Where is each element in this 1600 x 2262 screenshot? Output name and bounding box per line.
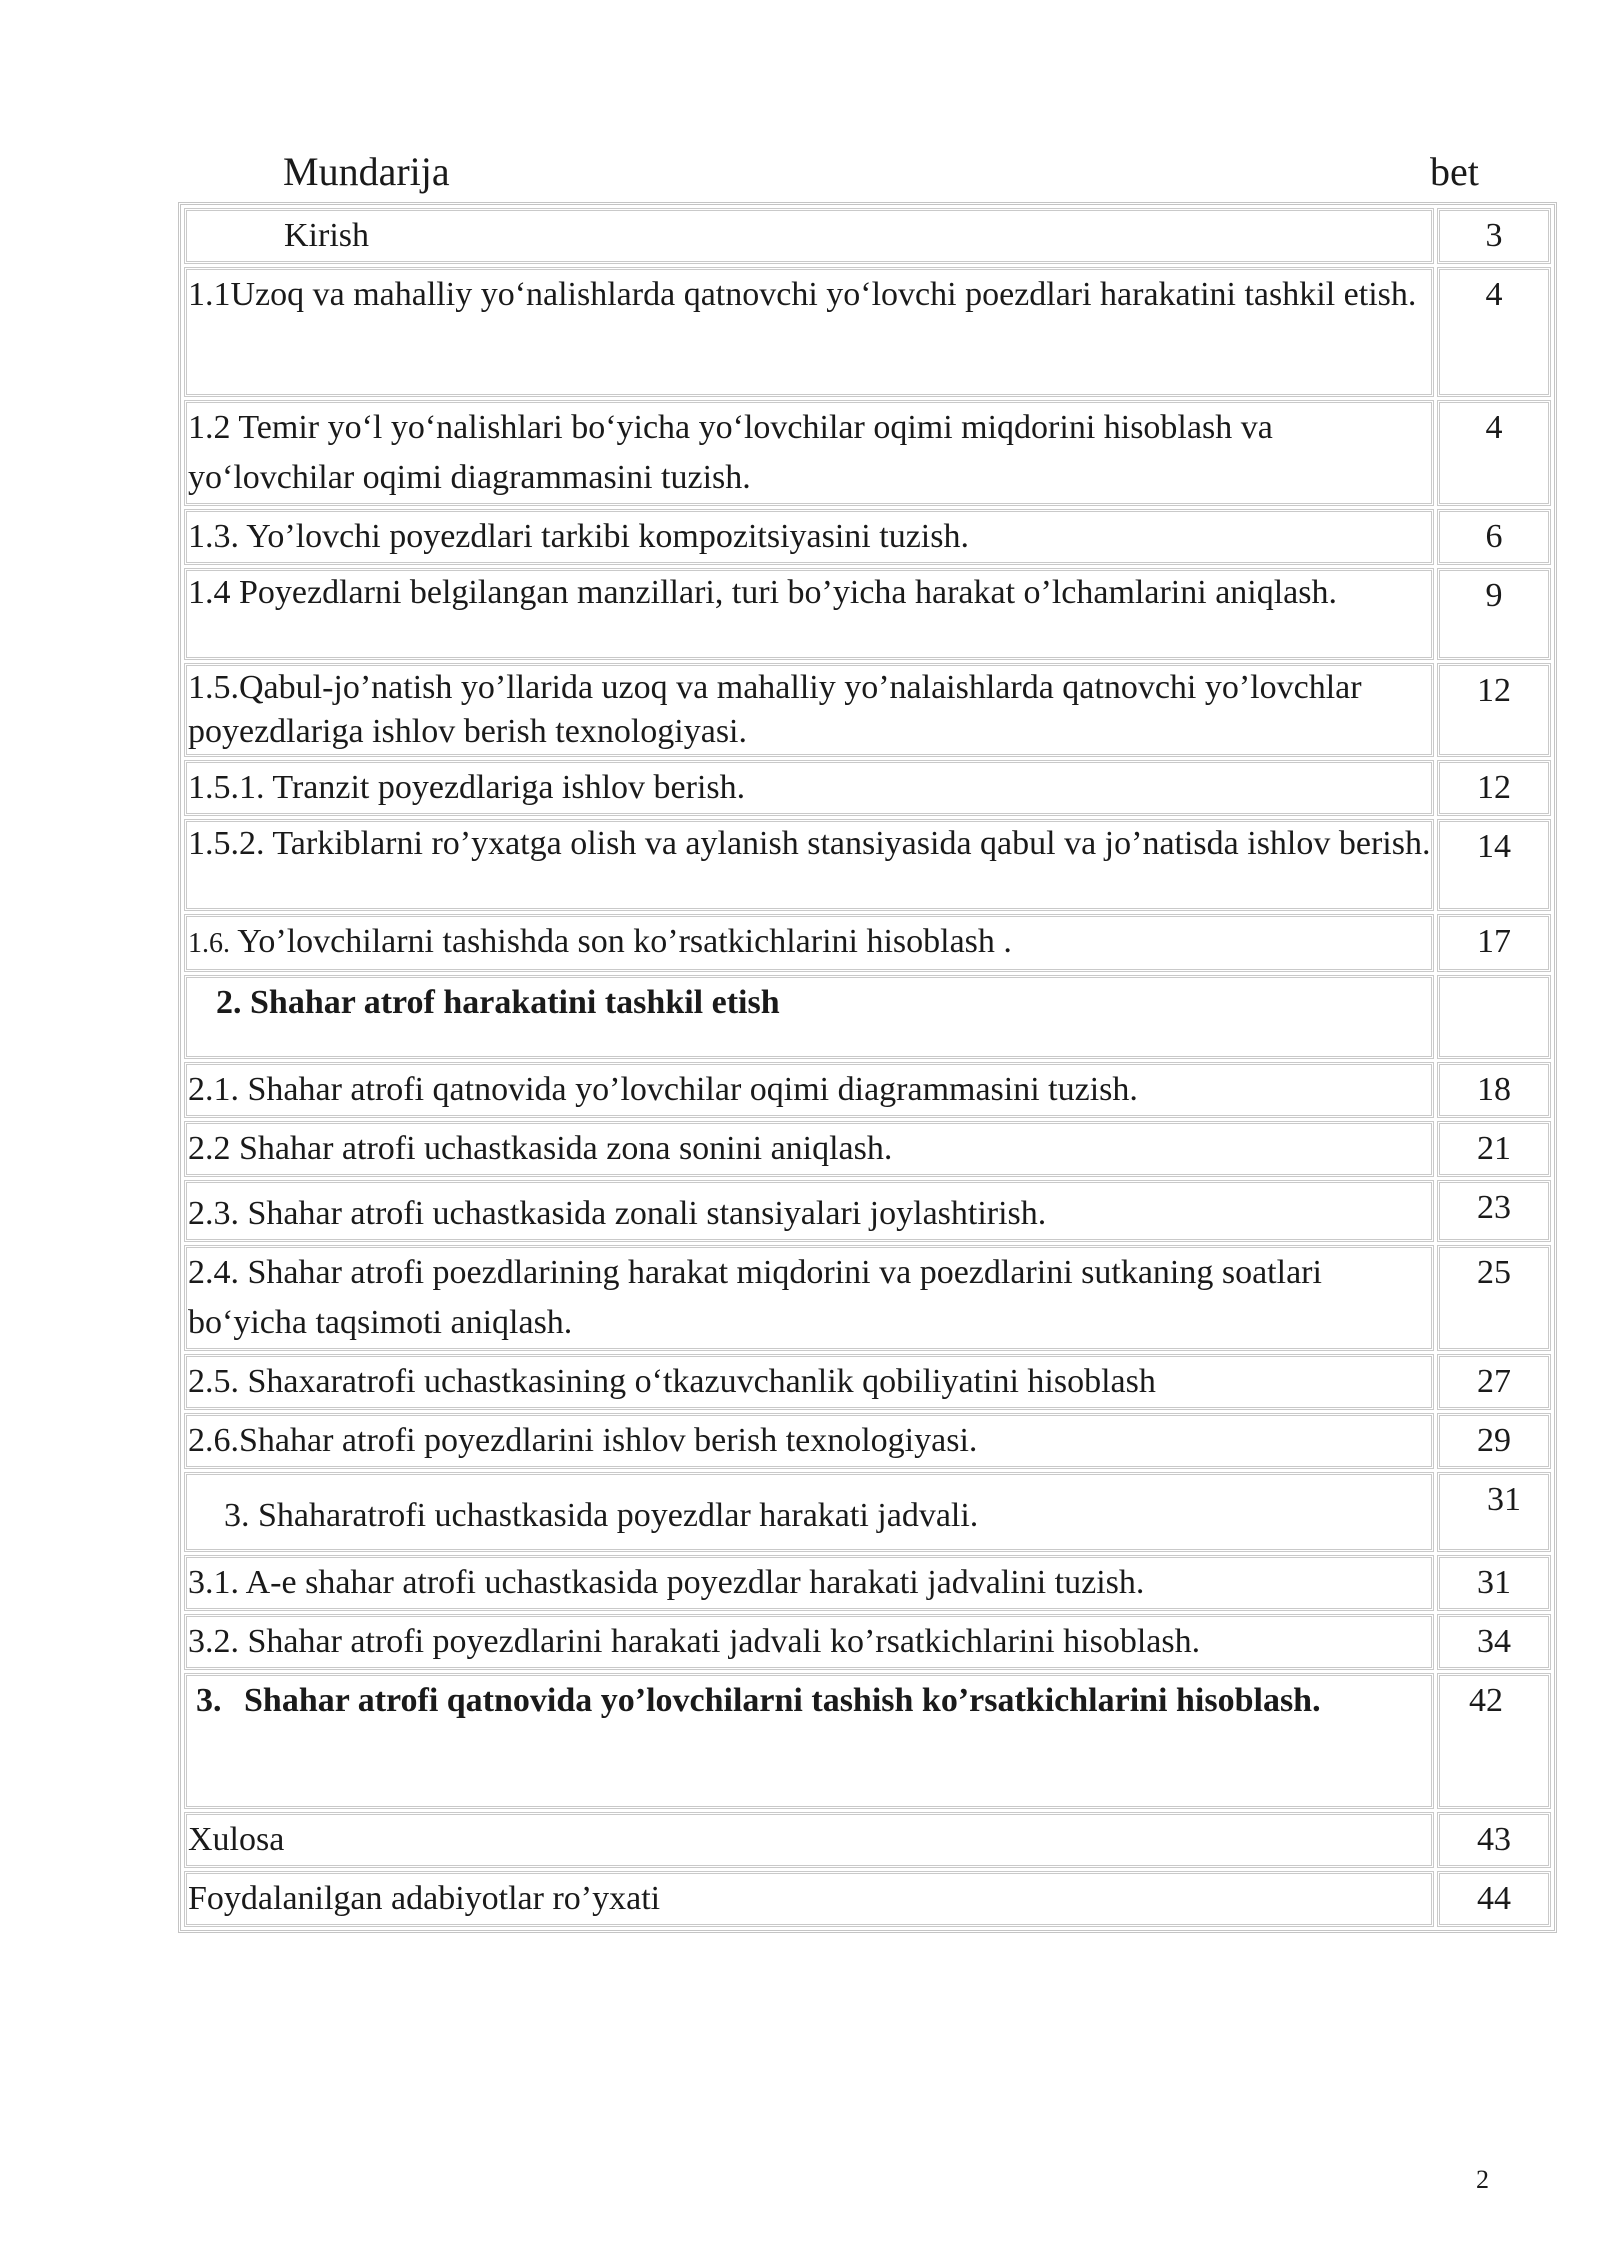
toc-row xyxy=(184,208,1551,264)
toc-row xyxy=(184,267,1551,397)
toc-entry-text: 1.4 Poyezdlarni belgilangan manzillari, turi bo’yicha harakat o’lchamlarini aniqlash. xyxy=(184,568,1434,660)
toc-row xyxy=(184,1354,1551,1410)
toc-entry-page: 23 xyxy=(1437,1180,1551,1242)
toc-entry-text: 1.3. Yo’lovchi poyezdlari tarkibi kompozitsiyasini tuzish. xyxy=(184,509,1434,565)
toc-row xyxy=(184,1245,1551,1351)
toc-row xyxy=(184,819,1551,911)
toc-entry-text: Yo’lovchilarni tashishda son ko’rsatkichlarini hisoblash . xyxy=(230,923,1012,960)
toc-entry-page: 3 xyxy=(1437,208,1551,264)
toc-row xyxy=(184,1062,1551,1118)
toc-entry-page: 31 xyxy=(1437,1472,1551,1552)
toc-entry-page: 17 xyxy=(1437,914,1551,972)
toc-row xyxy=(184,975,1551,1059)
toc-entry-text: 1.5.1. Tranzit poyezdlariga ishlov berish. xyxy=(184,760,1434,816)
toc-entry-page: 9 xyxy=(1437,568,1551,660)
toc-row xyxy=(184,1673,1551,1809)
toc-row xyxy=(184,1555,1551,1611)
toc-entry-page: 34 xyxy=(1437,1614,1551,1670)
toc-entry-page: 25 xyxy=(1437,1245,1551,1351)
toc-row xyxy=(184,1614,1551,1670)
toc-entry-text: 3.1. A-e shahar atrofi uchastkasida poyezdlar harakati jadvalini tuzish. xyxy=(184,1555,1434,1611)
toc-entry-page xyxy=(1437,975,1551,1059)
table-of-contents xyxy=(178,202,1557,1933)
toc-entry-text: Xulosa xyxy=(184,1812,1434,1868)
toc-entry-text: 2.3. Shahar atrofi uchastkasida zonali stansiyalari joylashtirish. xyxy=(184,1180,1434,1242)
toc-row xyxy=(184,760,1551,816)
toc-row xyxy=(184,1121,1551,1177)
toc-entry-text: 1.5.2. Tarkiblarni ro’yxatga olish va aylanish stansiyasida qabul va jo’natisda ishlov berish. xyxy=(184,819,1434,911)
toc-entry-page: 12 xyxy=(1437,760,1551,816)
toc-entry-text: 1.2 Temir yo‘l yo‘nalishlari bo‘yicha yo‘lovchilar oqimi miqdorini hisoblash va yo‘lovchilar oqimi diagrammasini tuzish. xyxy=(184,400,1434,506)
toc-row xyxy=(184,1871,1551,1927)
toc-entry-page: 43 xyxy=(1437,1812,1551,1868)
toc-row xyxy=(184,663,1551,757)
toc-entry-page: 14 xyxy=(1437,819,1551,911)
toc-entry-page: 42 xyxy=(1437,1673,1551,1809)
toc-row xyxy=(184,509,1551,565)
toc-entry-text: 2.2 Shahar atrofi uchastkasida zona sonini aniqlash. xyxy=(184,1121,1434,1177)
toc-heading: Mundarija xyxy=(283,149,450,194)
toc-entry-page: 27 xyxy=(1437,1354,1551,1410)
toc-entry-text: 2.6.Shahar atrofi poyezdlarini ishlov berish texnologiyasi. xyxy=(184,1413,1434,1469)
toc-entry-page: 31 xyxy=(1437,1555,1551,1611)
toc-entry-page: 6 xyxy=(1437,509,1551,565)
page-number: 2 xyxy=(1476,2165,1489,2194)
toc-entry-text: 2.1. Shahar atrofi qatnovida yo’lovchilar oqimi diagrammasini tuzish. xyxy=(184,1062,1434,1118)
toc-entry-number: 3. xyxy=(196,1682,222,1719)
toc-row xyxy=(184,400,1551,506)
page-column-heading: bet xyxy=(1430,149,1479,194)
toc-entry-text: 2.5. Shaxaratrofi uchastkasining o‘tkazuvchanlik qobiliyatini hisoblash xyxy=(184,1354,1434,1410)
toc-entry-text: 3. Shaharatrofi uchastkasida poyezdlar harakati jadvali. xyxy=(224,1497,979,1534)
toc-entry-number: 1.6. xyxy=(188,928,230,959)
toc-entry-text: 3.2. Shahar atrofi poyezdlarini harakati jadvali ko’rsatkichlarini hisoblash. xyxy=(184,1614,1434,1670)
toc-row xyxy=(184,1472,1551,1552)
toc-entry-text: 1.5.Qabul-jo’natish yo’llarida uzoq va mahalliy yo’nalaishlarda qatnovchi yo’lovchlar poyezdlariga ishlov berish texnologiyasi. xyxy=(184,663,1434,757)
toc-entry-page: 4 xyxy=(1437,400,1551,506)
toc-entry-text: 1.1Uzoq va mahalliy yo‘nalishlarda qatnovchi yo‘lovchi poezdlari harakatini tashkil etish. xyxy=(184,267,1434,397)
toc-entry-page: 4 xyxy=(1437,267,1551,397)
toc-row xyxy=(184,568,1551,660)
toc-entry-page: 29 xyxy=(1437,1413,1551,1469)
toc-entry-text: Foydalanilgan adabiyotlar ro’yxati xyxy=(184,1871,1434,1927)
toc-entry-text: Kirish xyxy=(284,217,369,254)
toc-entry-page: 44 xyxy=(1437,1871,1551,1927)
toc-row xyxy=(184,1812,1551,1868)
toc-entry-page: 12 xyxy=(1437,663,1551,757)
toc-entry-page: 21 xyxy=(1437,1121,1551,1177)
toc-section-heading: 2. Shahar atrof harakatini tashkil etish xyxy=(216,984,780,1021)
toc-row xyxy=(184,1413,1551,1469)
toc-row xyxy=(184,914,1551,972)
toc-row xyxy=(184,1180,1551,1242)
toc-section-heading: Shahar atrofi qatnovida yo’lovchilarni tashish ko’rsatkichlarini hisoblash. xyxy=(244,1682,1321,1719)
toc-entry-page: 18 xyxy=(1437,1062,1551,1118)
toc-entry-text: 2.4. Shahar atrofi poezdlarining harakat miqdorini va poezdlarini sutkaning soatlari bo‘yicha taqsimoti aniqlash. xyxy=(184,1245,1434,1351)
